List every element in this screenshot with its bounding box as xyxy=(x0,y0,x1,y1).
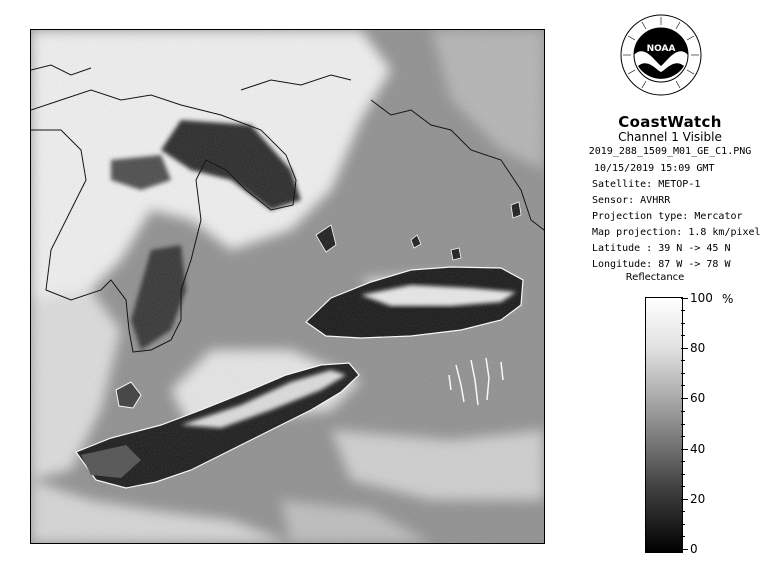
datetime-text: 10/15/2019 15:09 GMT xyxy=(594,163,715,174)
scale-unit: % xyxy=(722,292,734,306)
minor-tick xyxy=(681,424,685,425)
major-tick xyxy=(681,298,688,299)
minor-tick xyxy=(681,323,685,324)
longitude-text: Longitude: 87 W -> 78 W xyxy=(592,259,731,270)
image-grain xyxy=(31,30,544,543)
scale-title: Reflectance xyxy=(625,272,685,283)
minor-tick xyxy=(681,373,685,374)
minor-tick xyxy=(681,474,685,475)
channel-subtitle: Channel 1 Visible xyxy=(618,130,722,144)
minor-tick xyxy=(681,436,685,437)
tick-label: 100 xyxy=(690,291,713,305)
major-tick xyxy=(681,348,688,349)
map-projection-text: Map projection: 1.8 km/pixel xyxy=(592,227,761,238)
sensor-text: Sensor: AVHRR xyxy=(592,195,671,206)
satellite-map xyxy=(30,29,545,544)
minor-tick xyxy=(681,335,685,336)
minor-tick xyxy=(681,461,685,462)
minor-tick xyxy=(681,385,685,386)
tick-label: 20 xyxy=(690,492,706,506)
minor-tick xyxy=(681,411,685,412)
projection-type-text: Projection type: Mercator xyxy=(592,211,743,222)
minor-tick xyxy=(681,310,685,311)
noaa-logo xyxy=(620,14,702,96)
logo-label: NOAA xyxy=(646,44,676,54)
major-tick xyxy=(681,549,688,550)
tick-label: 40 xyxy=(690,442,706,456)
image-filename: 2019_288_1509_M01_GE_C1.PNG xyxy=(588,146,752,157)
satellite-text: Satellite: METOP-1 xyxy=(592,179,701,190)
major-tick xyxy=(681,449,688,450)
latitude-text: Latitude : 39 N -> 45 N xyxy=(592,243,731,254)
minor-tick xyxy=(681,511,685,512)
tick-label: 80 xyxy=(690,341,706,355)
tick-label: 60 xyxy=(690,391,706,405)
reflectance-colorbar xyxy=(645,297,683,553)
satellite-image xyxy=(31,30,544,543)
minor-tick xyxy=(681,536,685,537)
product-title: CoastWatch xyxy=(618,113,722,131)
tick-label: 0 xyxy=(690,542,698,556)
minor-tick xyxy=(681,524,685,525)
major-tick xyxy=(681,499,688,500)
minor-tick xyxy=(681,486,685,487)
minor-tick xyxy=(681,360,685,361)
major-tick xyxy=(681,398,688,399)
